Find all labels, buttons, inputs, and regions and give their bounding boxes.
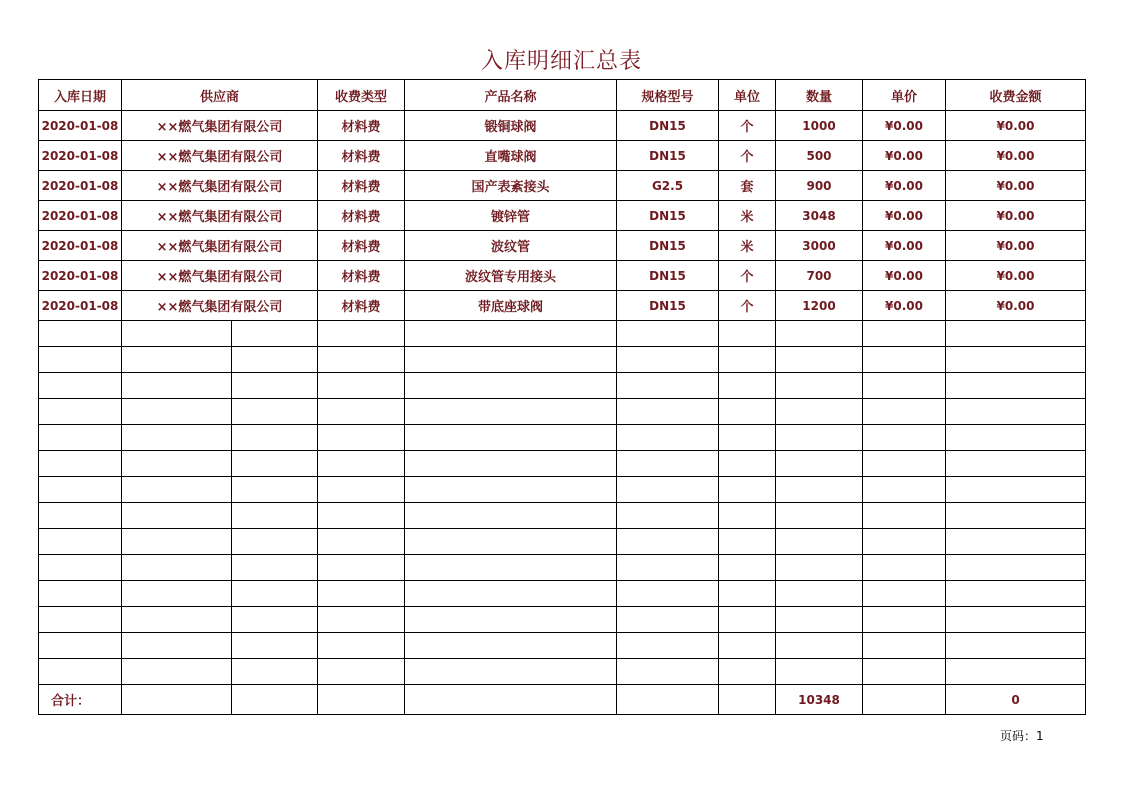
- total-amount: 0: [946, 685, 1086, 715]
- empty-cell: [946, 503, 1086, 529]
- cell-spec: DN15: [617, 291, 719, 321]
- empty-cell: [318, 529, 405, 555]
- empty-cell: [122, 607, 232, 633]
- empty-cell: [617, 529, 719, 555]
- empty-cell: [617, 373, 719, 399]
- cell-unit-price: ¥0.00: [863, 261, 946, 291]
- empty-cell: [946, 321, 1086, 347]
- empty-cell: [776, 659, 863, 685]
- cell-supplier: ××燃气集团有限公司: [122, 141, 318, 171]
- empty-cell: [405, 503, 617, 529]
- empty-cell: [122, 581, 232, 607]
- empty-cell: [318, 581, 405, 607]
- empty-table-row: [39, 425, 1086, 451]
- empty-cell: [318, 425, 405, 451]
- empty-cell: [232, 373, 318, 399]
- empty-cell: [863, 425, 946, 451]
- empty-cell: [617, 347, 719, 373]
- empty-cell: [863, 347, 946, 373]
- empty-cell: [776, 451, 863, 477]
- cell-amount: ¥0.00: [946, 261, 1086, 291]
- cell-spec: DN15: [617, 111, 719, 141]
- cell-date: 2020-01-08: [39, 171, 122, 201]
- cell-unit-price: ¥0.00: [863, 201, 946, 231]
- cell-unit-price: ¥0.00: [863, 171, 946, 201]
- empty-table-row: [39, 347, 1086, 373]
- empty-cell: [719, 581, 776, 607]
- empty-cell: [863, 503, 946, 529]
- empty-cell: [617, 581, 719, 607]
- cell-date: 2020-01-08: [39, 291, 122, 321]
- empty-cell: [617, 503, 719, 529]
- empty-cell: [122, 529, 232, 555]
- empty-cell: [232, 607, 318, 633]
- cell-unit: 米: [719, 201, 776, 231]
- cell-spec: G2.5: [617, 171, 719, 201]
- empty-cell: [946, 399, 1086, 425]
- empty-cell: [232, 347, 318, 373]
- cell-quantity: 500: [776, 141, 863, 171]
- cell-fee-type: 材料费: [318, 261, 405, 291]
- empty-cell: [232, 451, 318, 477]
- empty-cell: [122, 425, 232, 451]
- empty-cell: [39, 503, 122, 529]
- empty-cell: [719, 373, 776, 399]
- empty-cell: [946, 529, 1086, 555]
- table-row: [39, 111, 1086, 141]
- empty-cell: [39, 659, 122, 685]
- cell-fee-type: 材料费: [318, 111, 405, 141]
- cell-unit: 个: [719, 261, 776, 291]
- empty-cell: [405, 555, 617, 581]
- empty-table-row: [39, 555, 1086, 581]
- empty-cell: [405, 373, 617, 399]
- empty-cell: [946, 477, 1086, 503]
- cell-quantity: 700: [776, 261, 863, 291]
- empty-cell: [946, 659, 1086, 685]
- empty-cell: [405, 633, 617, 659]
- cell-date: 2020-01-08: [39, 201, 122, 231]
- total-blank-cell: [122, 685, 232, 715]
- total-blank-cell: [719, 685, 776, 715]
- empty-cell: [318, 633, 405, 659]
- empty-table-row: [39, 607, 1086, 633]
- empty-cell: [719, 321, 776, 347]
- empty-cell: [405, 529, 617, 555]
- header-row: [39, 80, 1086, 111]
- header-cell-fee-type: 收费类型: [318, 80, 405, 111]
- empty-cell: [617, 451, 719, 477]
- empty-cell: [39, 529, 122, 555]
- cell-unit: 套: [719, 171, 776, 201]
- total-label: 合计：: [39, 685, 122, 715]
- cell-fee-type: 材料费: [318, 291, 405, 321]
- empty-cell: [232, 659, 318, 685]
- empty-cell: [863, 451, 946, 477]
- empty-cell: [946, 425, 1086, 451]
- empty-cell: [863, 633, 946, 659]
- empty-cell: [232, 477, 318, 503]
- cell-quantity: 3000: [776, 231, 863, 261]
- empty-cell: [719, 555, 776, 581]
- cell-spec: DN15: [617, 201, 719, 231]
- document-title: 入库明细汇总表: [480, 49, 642, 74]
- empty-cell: [719, 477, 776, 503]
- empty-cell: [39, 321, 122, 347]
- empty-cell: [318, 503, 405, 529]
- empty-table-row: [39, 451, 1086, 477]
- cell-supplier: ××燃气集团有限公司: [122, 261, 318, 291]
- cell-quantity: 1000: [776, 111, 863, 141]
- empty-cell: [617, 321, 719, 347]
- empty-cell: [405, 425, 617, 451]
- header-cell-unit-price: 单价: [863, 80, 946, 111]
- empty-table-row: [39, 529, 1086, 555]
- empty-cell: [405, 399, 617, 425]
- empty-cell: [232, 503, 318, 529]
- empty-cell: [719, 659, 776, 685]
- empty-cell: [232, 529, 318, 555]
- empty-cell: [39, 607, 122, 633]
- empty-cell: [318, 477, 405, 503]
- cell-product-name: 直嘴球阀: [405, 141, 617, 171]
- empty-cell: [946, 373, 1086, 399]
- cell-quantity: 900: [776, 171, 863, 201]
- table-row: [39, 261, 1086, 291]
- empty-cell: [719, 451, 776, 477]
- empty-cell: [318, 451, 405, 477]
- cell-amount: ¥0.00: [946, 231, 1086, 261]
- empty-cell: [617, 659, 719, 685]
- empty-cell: [776, 503, 863, 529]
- total-blank-cell: [232, 685, 318, 715]
- table-row: [39, 171, 1086, 201]
- empty-cell: [946, 607, 1086, 633]
- cell-unit-price: ¥0.00: [863, 141, 946, 171]
- empty-cell: [776, 633, 863, 659]
- empty-cell: [122, 451, 232, 477]
- total-row: [39, 685, 1086, 715]
- cell-product-name: 波纹管专用接头: [405, 261, 617, 291]
- empty-cell: [863, 659, 946, 685]
- cell-spec: DN15: [617, 231, 719, 261]
- empty-cell: [318, 659, 405, 685]
- summary-table: [38, 79, 1086, 715]
- empty-cell: [719, 607, 776, 633]
- empty-table-row: [39, 373, 1086, 399]
- empty-cell: [617, 607, 719, 633]
- empty-cell: [122, 659, 232, 685]
- header-cell-product-name: 产品名称: [405, 80, 617, 111]
- empty-cell: [863, 477, 946, 503]
- empty-cell: [39, 477, 122, 503]
- empty-cell: [39, 399, 122, 425]
- empty-cell: [863, 581, 946, 607]
- cell-supplier: ××燃气集团有限公司: [122, 171, 318, 201]
- empty-cell: [719, 633, 776, 659]
- total-blank-cell: [318, 685, 405, 715]
- empty-table-row: [39, 321, 1086, 347]
- cell-spec: DN15: [617, 261, 719, 291]
- empty-cell: [122, 373, 232, 399]
- empty-cell: [122, 477, 232, 503]
- empty-cell: [318, 555, 405, 581]
- empty-cell: [405, 477, 617, 503]
- header-cell-date: 入库日期: [39, 80, 122, 111]
- empty-cell: [232, 425, 318, 451]
- empty-table-row: [39, 503, 1086, 529]
- empty-cell: [776, 581, 863, 607]
- cell-amount: ¥0.00: [946, 201, 1086, 231]
- header-cell-unit: 单位: [719, 80, 776, 111]
- page-number-value: 1: [1036, 729, 1044, 743]
- cell-product-name: 锻铜球阀: [405, 111, 617, 141]
- cell-unit: 米: [719, 231, 776, 261]
- empty-cell: [122, 321, 232, 347]
- total-blank-cell: [617, 685, 719, 715]
- empty-cell: [863, 555, 946, 581]
- empty-cell: [232, 633, 318, 659]
- empty-cell: [863, 373, 946, 399]
- header-cell-amount: 收费金额: [946, 80, 1086, 111]
- cell-quantity: 3048: [776, 201, 863, 231]
- empty-cell: [405, 607, 617, 633]
- cell-fee-type: 材料费: [318, 141, 405, 171]
- empty-cell: [318, 607, 405, 633]
- empty-cell: [946, 347, 1086, 373]
- empty-cell: [946, 633, 1086, 659]
- empty-cell: [863, 607, 946, 633]
- cell-fee-type: 材料费: [318, 231, 405, 261]
- empty-cell: [122, 555, 232, 581]
- empty-cell: [617, 477, 719, 503]
- cell-date: 2020-01-08: [39, 231, 122, 261]
- empty-cell: [776, 347, 863, 373]
- header-cell-supplier: 供应商: [122, 80, 318, 111]
- empty-cell: [617, 555, 719, 581]
- empty-cell: [318, 347, 405, 373]
- empty-cell: [318, 373, 405, 399]
- cell-product-name: 波纹管: [405, 231, 617, 261]
- cell-spec: DN15: [617, 141, 719, 171]
- empty-cell: [39, 555, 122, 581]
- empty-cell: [719, 503, 776, 529]
- cell-quantity: 1200: [776, 291, 863, 321]
- header-cell-quantity: 数量: [776, 80, 863, 111]
- empty-cell: [39, 373, 122, 399]
- empty-cell: [39, 581, 122, 607]
- cell-unit: 个: [719, 111, 776, 141]
- cell-unit-price: ¥0.00: [863, 111, 946, 141]
- empty-cell: [776, 321, 863, 347]
- empty-cell: [776, 477, 863, 503]
- empty-cell: [405, 451, 617, 477]
- cell-supplier: ××燃气集团有限公司: [122, 201, 318, 231]
- table-row: [39, 291, 1086, 321]
- empty-cell: [617, 425, 719, 451]
- cell-supplier: ××燃气集团有限公司: [122, 111, 318, 141]
- empty-table-row: [39, 477, 1086, 503]
- empty-cell: [719, 399, 776, 425]
- empty-table-row: [39, 581, 1086, 607]
- cell-fee-type: 材料费: [318, 201, 405, 231]
- cell-unit-price: ¥0.00: [863, 231, 946, 261]
- cell-amount: ¥0.00: [946, 291, 1086, 321]
- empty-cell: [122, 347, 232, 373]
- empty-table-row: [39, 633, 1086, 659]
- empty-cell: [232, 321, 318, 347]
- empty-table-row: [39, 659, 1086, 685]
- cell-unit: 个: [719, 141, 776, 171]
- page-number: [1000, 727, 1044, 744]
- empty-cell: [617, 399, 719, 425]
- empty-cell: [318, 399, 405, 425]
- cell-amount: ¥0.00: [946, 111, 1086, 141]
- empty-cell: [863, 399, 946, 425]
- empty-cell: [405, 347, 617, 373]
- empty-cell: [232, 399, 318, 425]
- empty-cell: [122, 399, 232, 425]
- empty-cell: [776, 425, 863, 451]
- empty-cell: [719, 425, 776, 451]
- empty-cell: [39, 633, 122, 659]
- empty-cell: [719, 529, 776, 555]
- table-row: [39, 141, 1086, 171]
- empty-cell: [776, 529, 863, 555]
- empty-cell: [946, 581, 1086, 607]
- empty-cell: [232, 581, 318, 607]
- empty-cell: [946, 451, 1086, 477]
- empty-cell: [863, 321, 946, 347]
- cell-supplier: ××燃气集团有限公司: [122, 291, 318, 321]
- empty-cell: [863, 529, 946, 555]
- empty-cell: [122, 633, 232, 659]
- empty-cell: [39, 425, 122, 451]
- empty-cell: [405, 581, 617, 607]
- cell-unit-price: ¥0.00: [863, 291, 946, 321]
- empty-cell: [776, 607, 863, 633]
- cell-unit: 个: [719, 291, 776, 321]
- page-number-label: 页码：: [1000, 729, 1037, 743]
- empty-cell: [405, 321, 617, 347]
- cell-product-name: 国产表紊接头: [405, 171, 617, 201]
- cell-amount: ¥0.00: [946, 141, 1086, 171]
- empty-cell: [776, 555, 863, 581]
- total-quantity: 10348: [776, 685, 863, 715]
- empty-cell: [39, 451, 122, 477]
- empty-cell: [122, 503, 232, 529]
- empty-cell: [776, 373, 863, 399]
- cell-date: 2020-01-08: [39, 141, 122, 171]
- empty-cell: [405, 659, 617, 685]
- empty-table-row: [39, 399, 1086, 425]
- cell-product-name: 镀锌管: [405, 201, 617, 231]
- empty-rows-group: [39, 321, 1086, 685]
- cell-amount: ¥0.00: [946, 171, 1086, 201]
- empty-cell: [617, 633, 719, 659]
- empty-cell: [39, 347, 122, 373]
- header-cell-spec: 规格型号: [617, 80, 719, 111]
- empty-cell: [946, 555, 1086, 581]
- cell-date: 2020-01-08: [39, 261, 122, 291]
- total-blank-cell: [405, 685, 617, 715]
- empty-cell: [719, 347, 776, 373]
- cell-supplier: ××燃气集团有限公司: [122, 231, 318, 261]
- total-blank-cell: [863, 685, 946, 715]
- empty-cell: [318, 321, 405, 347]
- cell-product-name: 带底座球阀: [405, 291, 617, 321]
- table-row: [39, 231, 1086, 261]
- cell-date: 2020-01-08: [39, 111, 122, 141]
- table-row: [39, 201, 1086, 231]
- cell-fee-type: 材料费: [318, 171, 405, 201]
- empty-cell: [232, 555, 318, 581]
- empty-cell: [776, 399, 863, 425]
